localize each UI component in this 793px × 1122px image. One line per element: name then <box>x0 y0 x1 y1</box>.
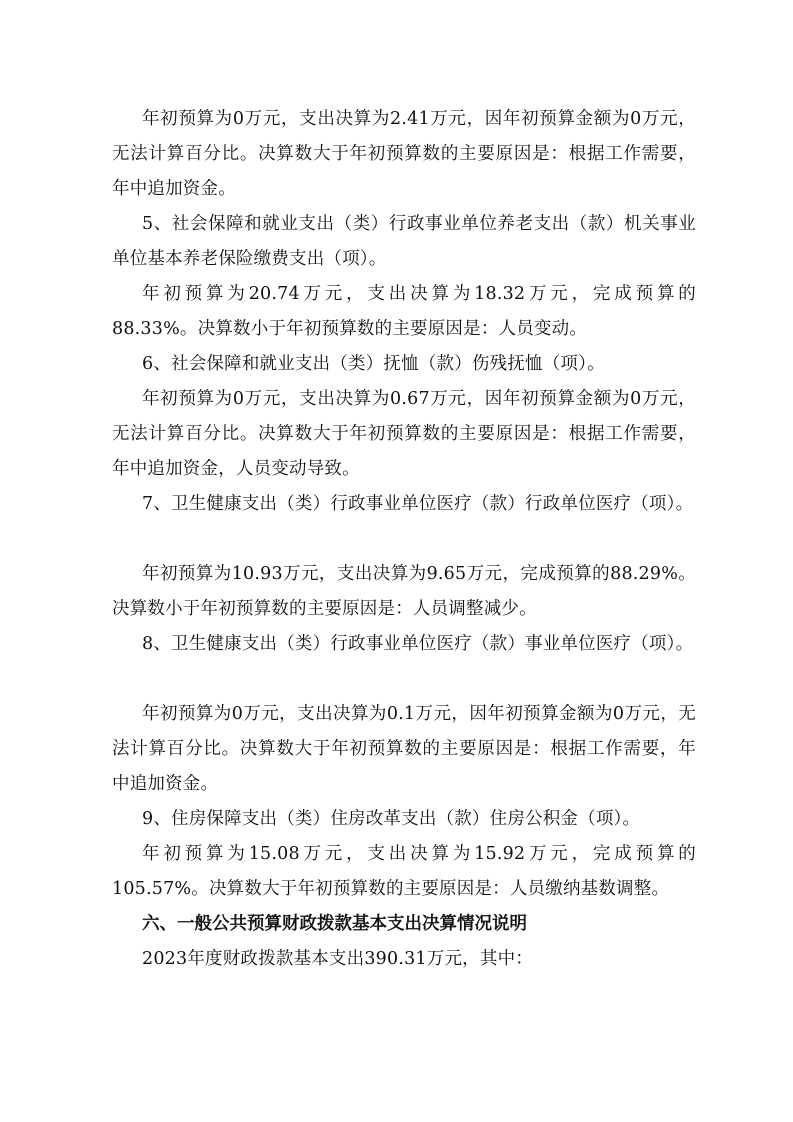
paragraph-2: 5、社会保障和就业支出（类）行政事业单位养老支出（款）机关事业单位基本养老保险缴费支出（项）。 <box>112 214 696 269</box>
paragraph-6: 7、卫生健康支出（类）行政事业单位医疗（款）行政单位医疗（项）。 <box>142 494 694 514</box>
paragraph-8: 8、卫生健康支出（类）行政事业单位医疗（款）事业单位医疗（项）。 <box>142 634 694 654</box>
paragraph-9: 年初预算为0万元，支出决算为0.1万元，因年初预算金额为0万元，无法计算百分比。决算数大于年初预算数的主要原因是：根据工作需要，年中追加资金。 <box>112 704 696 794</box>
paragraph-7: 年初预算为10.93万元，支出决算为9.65万元，完成预算的88.29%。决算数小于年初预算数的主要原因是：人员调整减少。 <box>112 564 696 619</box>
paragraph-10: 9、住房保障支出（类）住房改革支出（款）住房公积金（项）。 <box>142 809 641 829</box>
paragraph-5: 年初预算为0万元，支出决算为0.67万元，因年初预算金额为0万元，无法计算百分比。决算数大于年初预算数的主要原因是：根据工作需要，年中追加资金，人员变动导致。 <box>112 389 696 479</box>
paragraph-4: 6、社会保障和就业支出（类）抚恤（款）伤残抚恤（项）。 <box>142 354 605 374</box>
paragraph-3: 年初预算为20.74万元，支出决算为18.32万元，完成预算的88.33%。决算数小于年初预算数的主要原因是：人员变动。 <box>112 284 696 339</box>
section-heading: 六、一般公共预算财政拨款基本支出决算情况说明 <box>142 914 527 934</box>
paragraph-11: 年初预算为15.08万元，支出决算为15.92万元，完成预算的105.57%。决算数大于年初预算数的主要原因是：人员缴纳基数调整。 <box>112 844 696 899</box>
closing-paragraph: 2023年度财政拨款基本支出390.31万元，其中： <box>142 949 533 969</box>
paragraph-1: 年初预算为0万元，支出决算为2.41万元，因年初预算金额为0万元，无法计算百分比。决算数大于年初预算数的主要原因是：根据工作需要，年中追加资金。 <box>112 109 696 199</box>
